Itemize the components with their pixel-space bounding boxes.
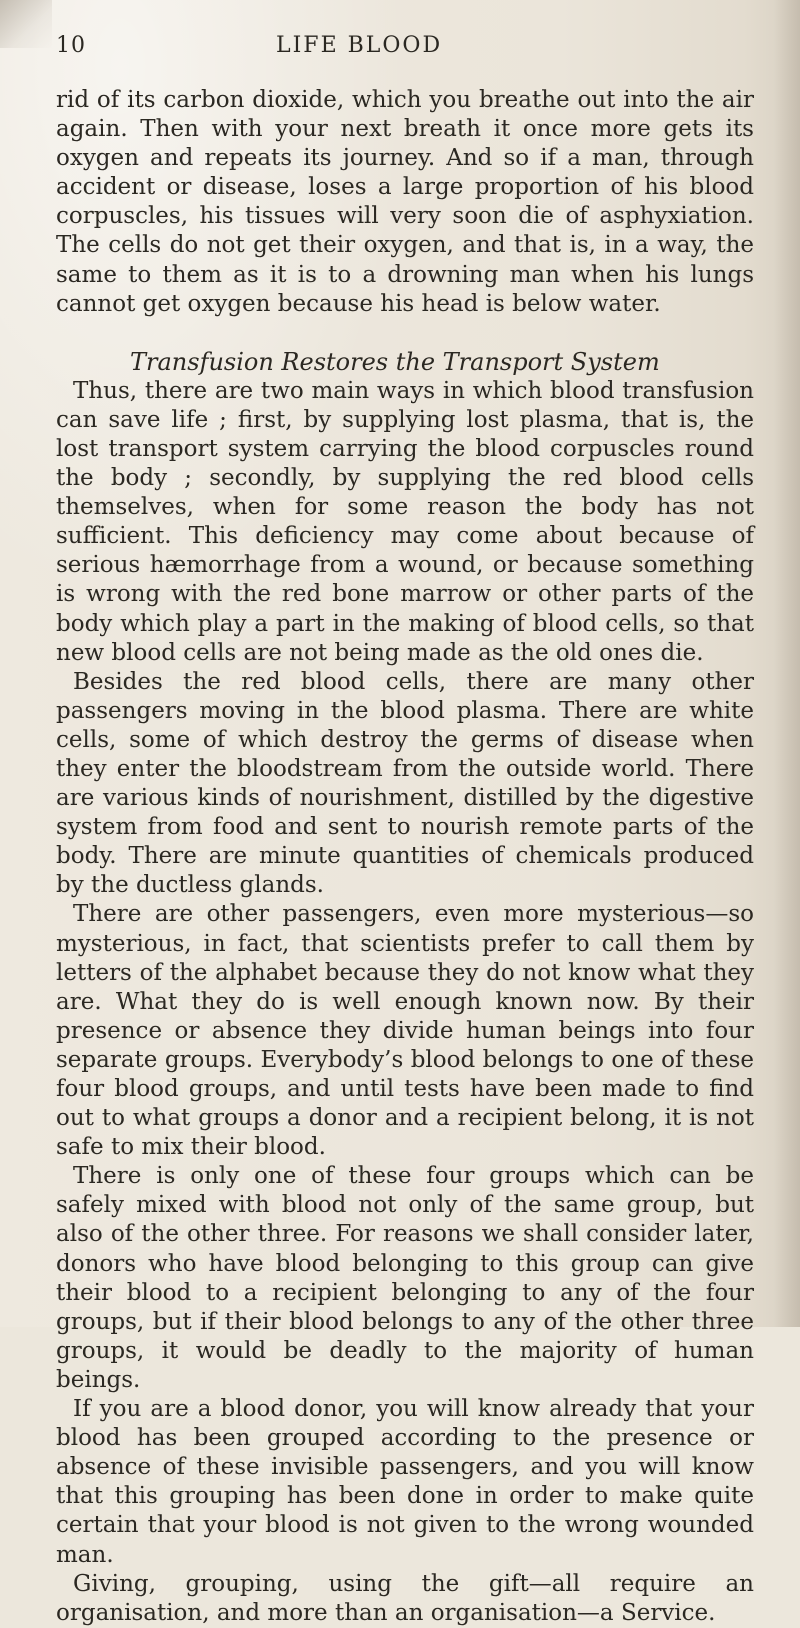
body-paragraph: There is only one of these four groups which can be safely mixed with blood not only of the same group, but also of the other three. For reasons we shall consider later, donors who have blood belonging to this group can give their blood to a recipient belonging to any of the four groups, but if their blood belongs to any of the other three groups, it would be deadly to the majority of human beings.	[56, 1163, 754, 1393]
running-head: LIFE BLOOD	[276, 33, 443, 58]
body-paragraph: There are other passengers, even more mysterious—so mysterious, in fact, that scientists prefer to call them by letters of the alphabet because they do not know what they are. What they do is well enough known now. By their presence or absence they divide human beings into four separate groups. Everybody’s blood belongs to one of these four blood groups, and until tests have been made to find out to what groups a donor and a recipient belong, it is not safe to mix their blood.	[56, 901, 754, 1161]
body-paragraph: Besides the red blood cells, there are many other passengers moving in the blood plasma. There are white cells, some of which destroy the germs of disease when they enter the bloodstream from the outside world. There are various kinds of nourishment, distilled by the digestive system from food and sent to nourish remote parts of the body. There are minute quantities of chemicals produced by the ductless glands.	[56, 668, 754, 899]
page-edge-shadow	[774, 0, 800, 1327]
body-paragraph: If you are a blood donor, you will know already that your blood has been grouped according to the presence or absence of these invisible passengers, and you will know that this grouping has been done in order to make quite certain that your blood is not given to the wrong wounded man.	[56, 1396, 754, 1568]
body-paragraph: Thus, there are two main ways in which blood transfusion can save life ; first, by supplying lost plasma, that is, the lost transport system carrying the blood corpuscles round the body ; secondly, by supplying the red blood cells themselves, when for some reason the body has not sufficient. This deficiency may come about because of serious hæmorrhage from a wound, or because something is wrong with the red bone marrow or other parts of the body which play a part in the making of blood cells, so that new blood cells are not being made as the old ones die.	[56, 377, 754, 666]
page-header	[56, 27, 596, 61]
body-paragraph: Giving, grouping, using the gift—all require an organisation, and more than an organisation—a Service.	[56, 1570, 754, 1626]
section-heading: Transfusion Restores the Transport System	[130, 347, 660, 376]
body-paragraph: rid of its carbon dioxide, which you breathe out into the air again. Then with your next breath it once more gets its oxygen and repeats its journey. And so if a man, through accident or disease, loses a large proportion of his blood corpuscles, his tissues will very soon die of asphyxiation. The cells do not get their oxygen, and that is, in a way, the same to them as it is to a drowning man when his lungs cannot get oxygen because his head is below water.	[56, 87, 754, 317]
page-corner-shadow	[0, 0, 52, 48]
page-body	[56, 86, 754, 1628]
page-number: 10	[56, 33, 86, 58]
